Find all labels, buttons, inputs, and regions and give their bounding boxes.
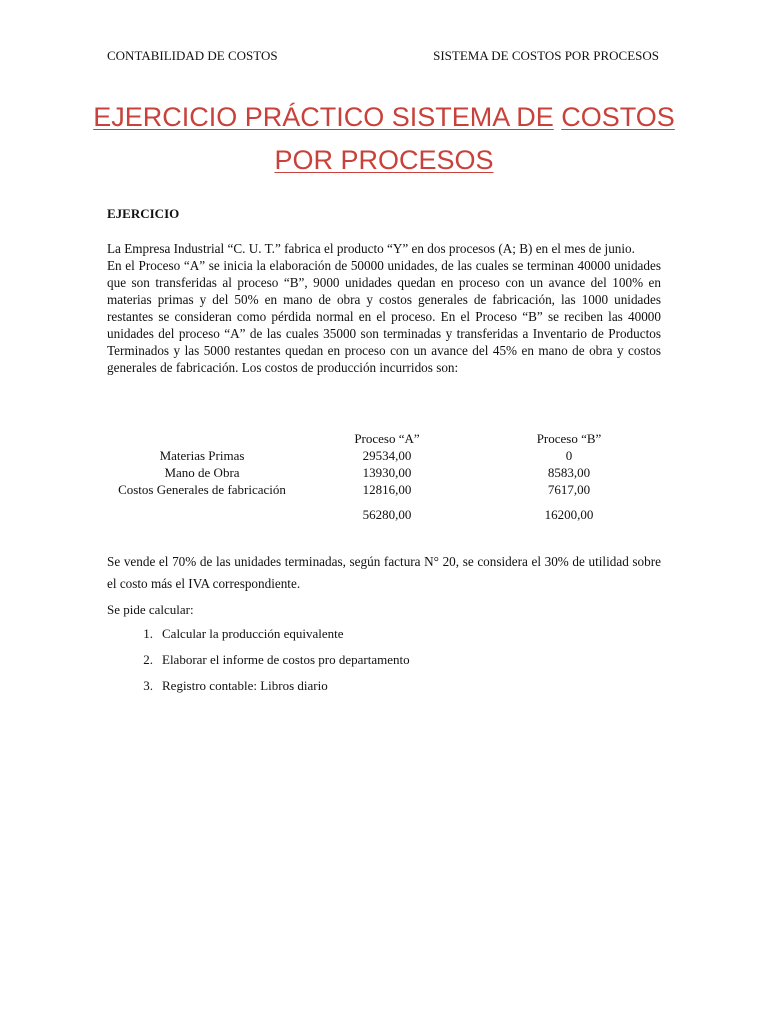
- table-header: Proceso “A”: [354, 431, 420, 446]
- table-cell: 13930,00: [362, 465, 412, 480]
- list-number: 2.: [143, 652, 153, 667]
- sale-statement: Se vende el 70% de las unidades terminadas, según factura N° 20, se considera el 30% de utilidad sobre el costo más el IVA correspondiente.: [107, 554, 661, 591]
- table-cell: 29534,00: [362, 448, 412, 463]
- list-text: Calcular la producción equivalente: [162, 626, 344, 641]
- table-cell: [107, 498, 297, 523]
- table-cell: 8583,00: [547, 465, 591, 480]
- table-cell: 7617,00: [547, 482, 591, 497]
- table-header-row: [107, 430, 661, 447]
- table-cell: Materias Primas: [159, 448, 245, 463]
- task-list: [107, 626, 410, 704]
- table-cell: Mano de Obra: [164, 465, 240, 480]
- list-item: [107, 678, 410, 704]
- title-part-1: EJERCICIO PRÁCTICO SISTEMA DE: [93, 102, 554, 132]
- table-row: [107, 481, 661, 498]
- title-part-2: COSTOS: [561, 102, 675, 132]
- paragraph-line-2: En el Proceso “A” se inicia la elaboración de 50000 unidades, de las cuales se terminan 40000 unidades que son transferidas al proceso “B”, 9000 unidades quedan en proceso con un avance del 100% en materias primas y del 50% en mano de obra y costos generales de fabricación, las 1000 unidades restantes se consideran como pérdida normal en el proceso. En el Proceso “B” se reciben las 40000 unidades del proceso “A” de las cuales 35000 son terminadas y transferidas a Inventario de Productos Terminados y las 5000 restantes quedan en proceso con un avance del 45% en mano de obra y costos generales de fabricación. Los costos de producción incurridos son:: [107, 258, 661, 375]
- list-number: 3.: [143, 678, 153, 693]
- title-part-3: POR PROCESOS: [274, 145, 494, 175]
- table-row: [107, 447, 661, 464]
- list-text: Registro contable: Libros diario: [162, 678, 328, 693]
- request-label: Se pide calcular:: [107, 602, 194, 617]
- header-right: SISTEMA DE COSTOS POR PROCESOS: [433, 48, 659, 63]
- table-cell: 56280,00: [362, 507, 412, 522]
- section-heading: EJERCICIO: [107, 206, 180, 221]
- paragraph-line-1: La Empresa Industrial “C. U. T.” fabrica el producto “Y” en dos procesos (A; B) en el mes de junio.: [107, 241, 635, 256]
- document-title: [80, 96, 688, 182]
- problem-statement: [107, 240, 661, 376]
- table-cell: 12816,00: [362, 482, 412, 497]
- table-header: [107, 430, 297, 447]
- header-left: CONTABILIDAD DE COSTOS: [107, 48, 278, 63]
- list-number: 1.: [143, 626, 153, 641]
- table-cell: 16200,00: [544, 507, 594, 522]
- table-row: [107, 464, 661, 481]
- list-item: [107, 626, 410, 652]
- list-text: Elaborar el informe de costos pro departamento: [162, 652, 410, 667]
- list-item: [107, 652, 410, 678]
- table-total-row: [107, 498, 661, 523]
- cost-table: [107, 430, 661, 523]
- table-cell: 0: [565, 448, 573, 463]
- page-header: [107, 48, 659, 64]
- table-header: Proceso “B”: [536, 431, 602, 446]
- table-cell: Costos Generales de fabricación: [118, 482, 286, 497]
